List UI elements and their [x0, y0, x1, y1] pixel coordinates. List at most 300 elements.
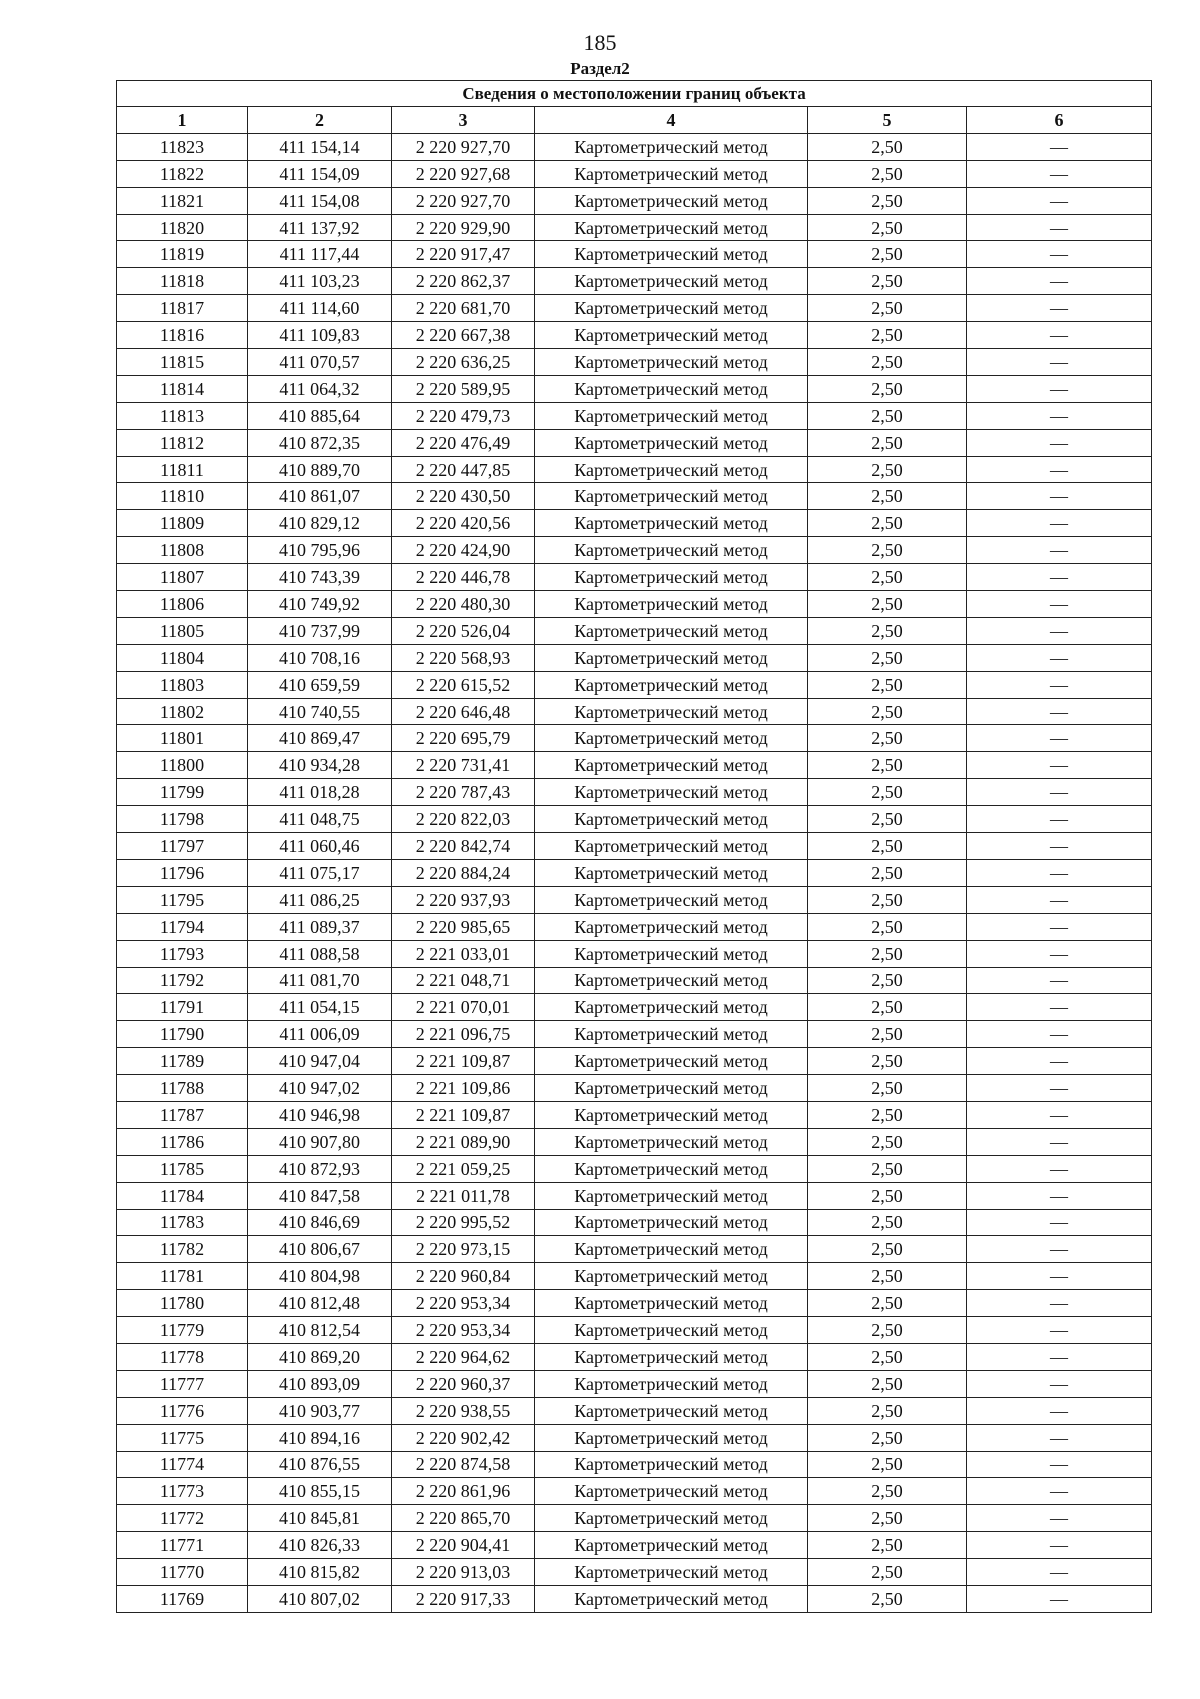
cell-accuracy: 2,50: [808, 671, 967, 698]
column-header-4: 4: [535, 107, 808, 134]
cell-point-number: 11772: [117, 1505, 248, 1532]
cell-description: —: [967, 752, 1152, 779]
table-row: [117, 1209, 1152, 1236]
cell-description: —: [967, 671, 1152, 698]
cell-accuracy: 2,50: [808, 698, 967, 725]
cell-accuracy: 2,50: [808, 1559, 967, 1586]
cell-method: Картометрический метод: [535, 349, 808, 376]
cell-method: Картометрический метод: [535, 483, 808, 510]
cell-description: —: [967, 1101, 1152, 1128]
cell-point-number: 11779: [117, 1317, 248, 1344]
cell-method: Картометрический метод: [535, 1505, 808, 1532]
table-row: [117, 1397, 1152, 1424]
table-caption-row: [117, 81, 1152, 107]
cell-description: —: [967, 994, 1152, 1021]
table-row: [117, 1370, 1152, 1397]
cell-point-number: 11790: [117, 1021, 248, 1048]
cell-method: Картометрический метод: [535, 133, 808, 160]
cell-accuracy: 2,50: [808, 1048, 967, 1075]
cell-description: —: [967, 510, 1152, 537]
table-row: [117, 725, 1152, 752]
table-row: [117, 349, 1152, 376]
cell-accuracy: 2,50: [808, 644, 967, 671]
cell-accuracy: 2,50: [808, 133, 967, 160]
cell-point-number: 11769: [117, 1585, 248, 1612]
cell-description: —: [967, 268, 1152, 295]
cell-method: Картометрический метод: [535, 187, 808, 214]
cell-y-coordinate: 2 220 927,70: [392, 187, 535, 214]
cell-y-coordinate: 2 220 960,84: [392, 1263, 535, 1290]
cell-point-number: 11798: [117, 806, 248, 833]
cell-y-coordinate: 2 221 048,71: [392, 967, 535, 994]
table-row: [117, 564, 1152, 591]
cell-point-number: 11821: [117, 187, 248, 214]
cell-x-coordinate: 410 869,20: [248, 1343, 392, 1370]
cell-x-coordinate: 411 154,14: [248, 133, 392, 160]
table-row: [117, 1075, 1152, 1102]
cell-y-coordinate: 2 220 430,50: [392, 483, 535, 510]
table-row: [117, 214, 1152, 241]
cell-x-coordinate: 411 103,23: [248, 268, 392, 295]
cell-description: —: [967, 698, 1152, 725]
cell-point-number: 11771: [117, 1532, 248, 1559]
cell-x-coordinate: 410 845,81: [248, 1505, 392, 1532]
cell-description: —: [967, 564, 1152, 591]
cell-method: Картометрический метод: [535, 967, 808, 994]
table-row: [117, 1128, 1152, 1155]
cell-y-coordinate: 2 220 861,96: [392, 1478, 535, 1505]
cell-method: Картометрический метод: [535, 268, 808, 295]
cell-accuracy: 2,50: [808, 1128, 967, 1155]
cell-point-number: 11817: [117, 295, 248, 322]
cell-method: Картометрический метод: [535, 725, 808, 752]
cell-method: Картометрический метод: [535, 940, 808, 967]
cell-method: Картометрический метод: [535, 752, 808, 779]
cell-point-number: 11783: [117, 1209, 248, 1236]
cell-method: Картометрический метод: [535, 806, 808, 833]
cell-method: Картометрический метод: [535, 1478, 808, 1505]
cell-y-coordinate: 2 220 681,70: [392, 295, 535, 322]
cell-y-coordinate: 2 220 476,49: [392, 429, 535, 456]
cell-description: —: [967, 644, 1152, 671]
cell-y-coordinate: 2 220 480,30: [392, 591, 535, 618]
cell-point-number: 11823: [117, 133, 248, 160]
table-row: [117, 1478, 1152, 1505]
cell-x-coordinate: 410 889,70: [248, 456, 392, 483]
cell-description: —: [967, 833, 1152, 860]
cell-description: —: [967, 429, 1152, 456]
cell-point-number: 11781: [117, 1263, 248, 1290]
cell-y-coordinate: 2 221 109,87: [392, 1101, 535, 1128]
cell-description: —: [967, 1317, 1152, 1344]
table-row: [117, 187, 1152, 214]
cell-method: Картометрический метод: [535, 456, 808, 483]
cell-x-coordinate: 410 903,77: [248, 1397, 392, 1424]
cell-y-coordinate: 2 220 953,34: [392, 1290, 535, 1317]
cell-y-coordinate: 2 220 874,58: [392, 1451, 535, 1478]
cell-x-coordinate: 410 869,47: [248, 725, 392, 752]
cell-x-coordinate: 410 861,07: [248, 483, 392, 510]
cell-point-number: 11784: [117, 1182, 248, 1209]
cell-description: —: [967, 1209, 1152, 1236]
cell-accuracy: 2,50: [808, 940, 967, 967]
cell-point-number: 11786: [117, 1128, 248, 1155]
cell-y-coordinate: 2 220 985,65: [392, 913, 535, 940]
cell-description: —: [967, 133, 1152, 160]
cell-accuracy: 2,50: [808, 1236, 967, 1263]
cell-accuracy: 2,50: [808, 1505, 967, 1532]
cell-x-coordinate: 411 117,44: [248, 241, 392, 268]
cell-x-coordinate: 410 893,09: [248, 1370, 392, 1397]
cell-x-coordinate: 410 872,93: [248, 1155, 392, 1182]
cell-method: Картометрический метод: [535, 241, 808, 268]
cell-y-coordinate: 2 220 927,70: [392, 133, 535, 160]
cell-accuracy: 2,50: [808, 1424, 967, 1451]
cell-method: Картометрический метод: [535, 1021, 808, 1048]
table-row: [117, 752, 1152, 779]
cell-method: Картометрический метод: [535, 564, 808, 591]
table-row: [117, 456, 1152, 483]
cell-method: Картометрический метод: [535, 591, 808, 618]
cell-y-coordinate: 2 220 902,42: [392, 1424, 535, 1451]
cell-accuracy: 2,50: [808, 1101, 967, 1128]
cell-point-number: 11773: [117, 1478, 248, 1505]
cell-y-coordinate: 2 221 089,90: [392, 1128, 535, 1155]
cell-accuracy: 2,50: [808, 483, 967, 510]
cell-method: Картометрический метод: [535, 886, 808, 913]
cell-x-coordinate: 411 154,09: [248, 160, 392, 187]
table-row: [117, 994, 1152, 1021]
cell-point-number: 11777: [117, 1370, 248, 1397]
cell-description: —: [967, 1424, 1152, 1451]
cell-point-number: 11797: [117, 833, 248, 860]
cell-point-number: 11807: [117, 564, 248, 591]
cell-description: —: [967, 456, 1152, 483]
cell-y-coordinate: 2 220 917,33: [392, 1585, 535, 1612]
cell-y-coordinate: 2 220 447,85: [392, 456, 535, 483]
cell-y-coordinate: 2 220 589,95: [392, 375, 535, 402]
table-row: [117, 967, 1152, 994]
table-row: [117, 1424, 1152, 1451]
cell-accuracy: 2,50: [808, 510, 967, 537]
cell-x-coordinate: 410 737,99: [248, 617, 392, 644]
table-row: [117, 429, 1152, 456]
cell-y-coordinate: 2 220 913,03: [392, 1559, 535, 1586]
cell-accuracy: 2,50: [808, 833, 967, 860]
cell-point-number: 11813: [117, 402, 248, 429]
cell-y-coordinate: 2 220 479,73: [392, 402, 535, 429]
cell-description: —: [967, 1021, 1152, 1048]
cell-point-number: 11796: [117, 859, 248, 886]
cell-method: Картометрический метод: [535, 1155, 808, 1182]
page-number: 185: [583, 30, 617, 55]
table-row: [117, 671, 1152, 698]
cell-point-number: 11803: [117, 671, 248, 698]
cell-accuracy: 2,50: [808, 187, 967, 214]
cell-y-coordinate: 2 220 446,78: [392, 564, 535, 591]
cell-y-coordinate: 2 220 615,52: [392, 671, 535, 698]
table-row: [117, 1505, 1152, 1532]
cell-y-coordinate: 2 221 096,75: [392, 1021, 535, 1048]
table-row: [117, 1263, 1152, 1290]
cell-y-coordinate: 2 220 636,25: [392, 349, 535, 376]
cell-method: Картометрический метод: [535, 1263, 808, 1290]
table-row: [117, 1155, 1152, 1182]
cell-x-coordinate: 410 743,39: [248, 564, 392, 591]
cell-x-coordinate: 410 894,16: [248, 1424, 392, 1451]
cell-x-coordinate: 411 070,57: [248, 349, 392, 376]
cell-accuracy: 2,50: [808, 1263, 967, 1290]
table-row: [117, 617, 1152, 644]
cell-x-coordinate: 411 088,58: [248, 940, 392, 967]
cell-accuracy: 2,50: [808, 349, 967, 376]
cell-accuracy: 2,50: [808, 214, 967, 241]
cell-accuracy: 2,50: [808, 160, 967, 187]
cell-accuracy: 2,50: [808, 617, 967, 644]
cell-method: Картометрический метод: [535, 1451, 808, 1478]
cell-point-number: 11778: [117, 1343, 248, 1370]
cell-accuracy: 2,50: [808, 1451, 967, 1478]
cell-point-number: 11770: [117, 1559, 248, 1586]
cell-accuracy: 2,50: [808, 806, 967, 833]
cell-x-coordinate: 410 807,02: [248, 1585, 392, 1612]
cell-point-number: 11802: [117, 698, 248, 725]
cell-x-coordinate: 410 855,15: [248, 1478, 392, 1505]
table-row: [117, 1317, 1152, 1344]
cell-point-number: 11780: [117, 1290, 248, 1317]
table-row: [117, 913, 1152, 940]
cell-description: —: [967, 1128, 1152, 1155]
column-header-3: 3: [392, 107, 535, 134]
table-row: [117, 537, 1152, 564]
table-row: [117, 1236, 1152, 1263]
cell-x-coordinate: 410 826,33: [248, 1532, 392, 1559]
table-row: [117, 940, 1152, 967]
coordinates-table: [116, 80, 1152, 1613]
cell-point-number: 11810: [117, 483, 248, 510]
cell-method: Картометрический метод: [535, 322, 808, 349]
cell-point-number: 11782: [117, 1236, 248, 1263]
cell-accuracy: 2,50: [808, 402, 967, 429]
cell-accuracy: 2,50: [808, 1478, 967, 1505]
cell-description: —: [967, 1585, 1152, 1612]
cell-point-number: 11820: [117, 214, 248, 241]
cell-y-coordinate: 2 220 964,62: [392, 1343, 535, 1370]
cell-x-coordinate: 411 006,09: [248, 1021, 392, 1048]
cell-accuracy: 2,50: [808, 859, 967, 886]
cell-y-coordinate: 2 220 929,90: [392, 214, 535, 241]
cell-x-coordinate: 410 812,48: [248, 1290, 392, 1317]
cell-x-coordinate: 410 749,92: [248, 591, 392, 618]
cell-accuracy: 2,50: [808, 779, 967, 806]
table-row: [117, 1343, 1152, 1370]
cell-x-coordinate: 411 089,37: [248, 913, 392, 940]
cell-description: —: [967, 402, 1152, 429]
cell-method: Картометрический метод: [535, 617, 808, 644]
table-row: [117, 1532, 1152, 1559]
cell-y-coordinate: 2 221 011,78: [392, 1182, 535, 1209]
cell-x-coordinate: 410 708,16: [248, 644, 392, 671]
cell-x-coordinate: 410 806,67: [248, 1236, 392, 1263]
cell-x-coordinate: 410 740,55: [248, 698, 392, 725]
cell-description: —: [967, 886, 1152, 913]
cell-y-coordinate: 2 220 420,56: [392, 510, 535, 537]
table-row: [117, 1101, 1152, 1128]
cell-method: Картометрический метод: [535, 1075, 808, 1102]
table-row: [117, 806, 1152, 833]
cell-method: Картометрический метод: [535, 859, 808, 886]
cell-description: —: [967, 591, 1152, 618]
table-row: [117, 510, 1152, 537]
cell-description: —: [967, 1370, 1152, 1397]
table-row: [117, 375, 1152, 402]
cell-y-coordinate: 2 220 953,34: [392, 1317, 535, 1344]
cell-y-coordinate: 2 221 109,86: [392, 1075, 535, 1102]
cell-description: —: [967, 967, 1152, 994]
table-body: [117, 133, 1152, 1612]
cell-point-number: 11788: [117, 1075, 248, 1102]
cell-point-number: 11774: [117, 1451, 248, 1478]
cell-y-coordinate: 2 220 731,41: [392, 752, 535, 779]
cell-point-number: 11812: [117, 429, 248, 456]
cell-point-number: 11805: [117, 617, 248, 644]
cell-accuracy: 2,50: [808, 1317, 967, 1344]
cell-x-coordinate: 411 054,15: [248, 994, 392, 1021]
cell-point-number: 11819: [117, 241, 248, 268]
cell-y-coordinate: 2 220 424,90: [392, 537, 535, 564]
cell-y-coordinate: 2 220 822,03: [392, 806, 535, 833]
table-row: [117, 1048, 1152, 1075]
table-row: [117, 859, 1152, 886]
cell-x-coordinate: 410 815,82: [248, 1559, 392, 1586]
cell-description: —: [967, 779, 1152, 806]
cell-method: Картометрический метод: [535, 1559, 808, 1586]
cell-accuracy: 2,50: [808, 1075, 967, 1102]
cell-x-coordinate: 410 804,98: [248, 1263, 392, 1290]
table-row: [117, 1182, 1152, 1209]
cell-method: Картометрический метод: [535, 671, 808, 698]
cell-description: —: [967, 322, 1152, 349]
cell-accuracy: 2,50: [808, 1370, 967, 1397]
cell-x-coordinate: 411 060,46: [248, 833, 392, 860]
cell-y-coordinate: 2 220 568,93: [392, 644, 535, 671]
cell-method: Картометрический метод: [535, 1236, 808, 1263]
cell-description: —: [967, 483, 1152, 510]
cell-accuracy: 2,50: [808, 268, 967, 295]
cell-accuracy: 2,50: [808, 725, 967, 752]
cell-accuracy: 2,50: [808, 994, 967, 1021]
column-header-5: 5: [808, 107, 967, 134]
cell-description: —: [967, 1290, 1152, 1317]
cell-description: —: [967, 295, 1152, 322]
cell-method: Картометрический метод: [535, 295, 808, 322]
cell-method: Картометрический метод: [535, 833, 808, 860]
table-row: [117, 1559, 1152, 1586]
cell-method: Картометрический метод: [535, 510, 808, 537]
cell-x-coordinate: 411 075,17: [248, 859, 392, 886]
cell-method: Картометрический метод: [535, 402, 808, 429]
cell-accuracy: 2,50: [808, 1290, 967, 1317]
cell-description: —: [967, 725, 1152, 752]
cell-accuracy: 2,50: [808, 1343, 967, 1370]
cell-y-coordinate: 2 221 070,01: [392, 994, 535, 1021]
cell-description: —: [967, 1532, 1152, 1559]
cell-description: —: [967, 1048, 1152, 1075]
cell-method: Картометрический метод: [535, 1532, 808, 1559]
cell-y-coordinate: 2 221 059,25: [392, 1155, 535, 1182]
cell-accuracy: 2,50: [808, 241, 967, 268]
cell-description: —: [967, 617, 1152, 644]
cell-description: —: [967, 187, 1152, 214]
cell-method: Картометрический метод: [535, 1128, 808, 1155]
cell-method: Картометрический метод: [535, 1343, 808, 1370]
cell-description: —: [967, 1559, 1152, 1586]
cell-method: Картометрический метод: [535, 994, 808, 1021]
table-row: [117, 886, 1152, 913]
cell-x-coordinate: 410 885,64: [248, 402, 392, 429]
cell-x-coordinate: 411 114,60: [248, 295, 392, 322]
cell-point-number: 11794: [117, 913, 248, 940]
table-row: [117, 295, 1152, 322]
cell-description: —: [967, 1075, 1152, 1102]
cell-accuracy: 2,50: [808, 752, 967, 779]
cell-point-number: 11808: [117, 537, 248, 564]
cell-point-number: 11801: [117, 725, 248, 752]
cell-accuracy: 2,50: [808, 1209, 967, 1236]
table-row: [117, 698, 1152, 725]
table-caption: Сведения о местоположении границ объекта: [117, 81, 1152, 107]
cell-description: —: [967, 537, 1152, 564]
cell-point-number: 11791: [117, 994, 248, 1021]
cell-x-coordinate: 410 934,28: [248, 752, 392, 779]
cell-point-number: 11789: [117, 1048, 248, 1075]
cell-x-coordinate: 410 947,02: [248, 1075, 392, 1102]
table-row: [117, 833, 1152, 860]
cell-point-number: 11816: [117, 322, 248, 349]
cell-method: Картометрический метод: [535, 1370, 808, 1397]
table-row: [117, 1451, 1152, 1478]
cell-accuracy: 2,50: [808, 375, 967, 402]
cell-description: —: [967, 1236, 1152, 1263]
cell-accuracy: 2,50: [808, 1585, 967, 1612]
cell-method: Картометрический метод: [535, 1209, 808, 1236]
cell-accuracy: 2,50: [808, 1021, 967, 1048]
column-header-2: 2: [248, 107, 392, 134]
cell-point-number: 11800: [117, 752, 248, 779]
cell-description: —: [967, 1397, 1152, 1424]
cell-accuracy: 2,50: [808, 537, 967, 564]
table-row: [117, 241, 1152, 268]
cell-x-coordinate: 411 154,08: [248, 187, 392, 214]
cell-method: Картометрический метод: [535, 1424, 808, 1451]
cell-method: Картометрический метод: [535, 644, 808, 671]
cell-description: —: [967, 214, 1152, 241]
table-header-row: [117, 107, 1152, 134]
cell-x-coordinate: 411 018,28: [248, 779, 392, 806]
cell-x-coordinate: 411 064,32: [248, 375, 392, 402]
cell-method: Картометрический метод: [535, 375, 808, 402]
cell-point-number: 11814: [117, 375, 248, 402]
cell-point-number: 11811: [117, 456, 248, 483]
table-row: [117, 160, 1152, 187]
cell-method: Картометрический метод: [535, 913, 808, 940]
cell-accuracy: 2,50: [808, 564, 967, 591]
cell-y-coordinate: 2 221 033,01: [392, 940, 535, 967]
cell-accuracy: 2,50: [808, 1397, 967, 1424]
cell-accuracy: 2,50: [808, 1182, 967, 1209]
cell-description: —: [967, 1505, 1152, 1532]
cell-y-coordinate: 2 220 646,48: [392, 698, 535, 725]
